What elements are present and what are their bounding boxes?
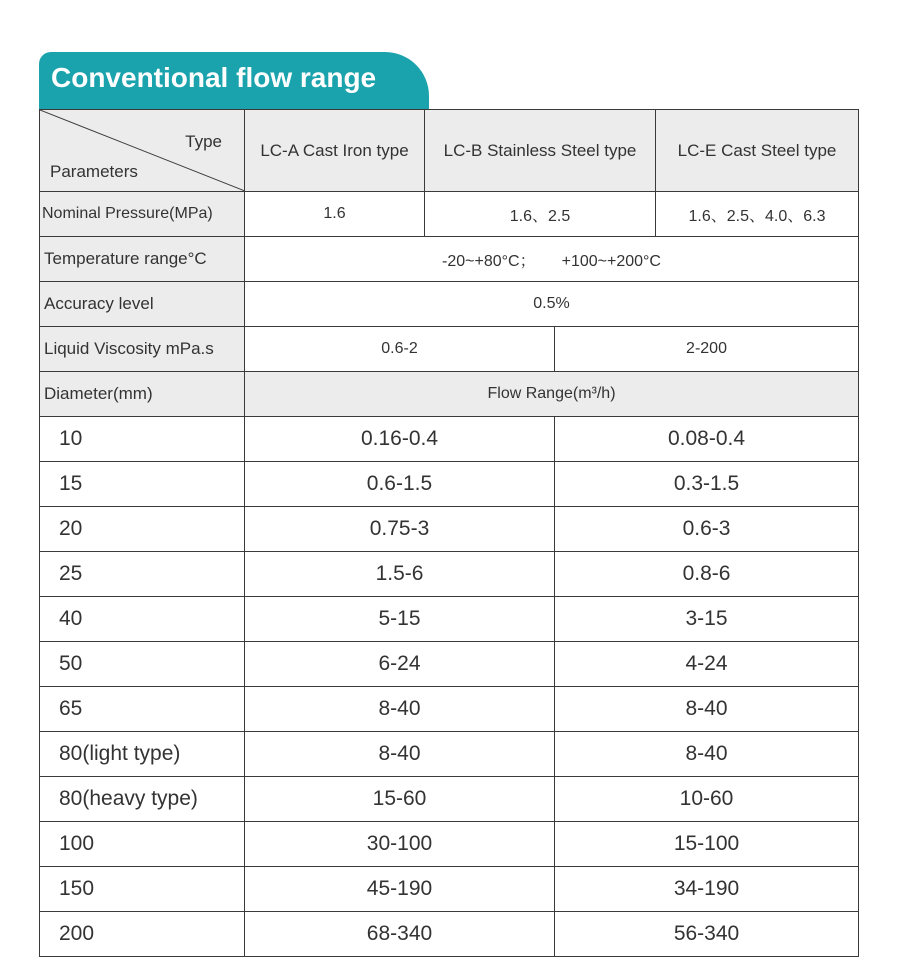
diameter-cell: 80(light type) bbox=[40, 732, 245, 777]
flow-range-low-viscosity-cell: 45-190 bbox=[245, 867, 555, 912]
viscosity-high: 2-200 bbox=[555, 327, 859, 372]
type-header-row bbox=[40, 110, 859, 192]
flow-rows bbox=[40, 417, 859, 957]
diameter-cell: 80(heavy type) bbox=[40, 777, 245, 822]
table-row bbox=[40, 687, 859, 732]
flow-range-high-viscosity-cell: 0.3-1.5 bbox=[555, 462, 859, 507]
flow-range-high-viscosity-cell: 0.08-0.4 bbox=[555, 417, 859, 462]
table-row bbox=[40, 777, 859, 822]
flow-range-low-viscosity-cell: 30-100 bbox=[245, 822, 555, 867]
flow-range-low-viscosity-cell: 0.75-3 bbox=[245, 507, 555, 552]
accuracy-value: 0.5% bbox=[245, 282, 859, 327]
parameters-label: Parameters bbox=[50, 162, 138, 181]
flow-range-header: Flow Range(m³/h) bbox=[245, 372, 859, 417]
temperature-row bbox=[40, 237, 859, 282]
table-row bbox=[40, 417, 859, 462]
diameter-header: Diameter(mm) bbox=[40, 372, 245, 417]
flow-range-high-viscosity-cell: 56-340 bbox=[555, 912, 859, 957]
accuracy-label: Accuracy level bbox=[40, 282, 245, 327]
nominal-pressure-lc-b: 1.6、2.5 bbox=[425, 192, 656, 237]
flow-header-row bbox=[40, 372, 859, 417]
type-label: Type bbox=[185, 132, 222, 151]
flow-range-high-viscosity-cell: 8-40 bbox=[555, 732, 859, 777]
flow-range-low-viscosity-cell: 8-40 bbox=[245, 687, 555, 732]
flow-range-low-viscosity-cell: 1.5-6 bbox=[245, 552, 555, 597]
flow-range-low-viscosity-cell: 5-15 bbox=[245, 597, 555, 642]
table-row bbox=[40, 867, 859, 912]
flow-range-high-viscosity-cell: 15-100 bbox=[555, 822, 859, 867]
diameter-cell: 10 bbox=[40, 417, 245, 462]
accuracy-row bbox=[40, 282, 859, 327]
flow-range-high-viscosity-cell: 8-40 bbox=[555, 687, 859, 732]
flow-range-low-viscosity-cell: 6-24 bbox=[245, 642, 555, 687]
temperature-high-range: +100~+200°C bbox=[561, 252, 661, 270]
nominal-pressure-lc-e: 1.6、2.5、4.0、6.3 bbox=[656, 192, 859, 237]
diameter-cell: 25 bbox=[40, 552, 245, 597]
nominal-pressure-label: Nominal Pressure(MPa) bbox=[40, 192, 245, 237]
table-row bbox=[40, 552, 859, 597]
table-row bbox=[40, 732, 859, 777]
diameter-cell: 150 bbox=[40, 867, 245, 912]
viscosity-row bbox=[40, 327, 859, 372]
temperature-label: Temperature range°C bbox=[40, 237, 245, 282]
diameter-cell: 40 bbox=[40, 597, 245, 642]
table-row bbox=[40, 822, 859, 867]
diameter-cell: 50 bbox=[40, 642, 245, 687]
flow-range-high-viscosity-cell: 0.8-6 bbox=[555, 552, 859, 597]
table-row bbox=[40, 462, 859, 507]
diameter-cell: 15 bbox=[40, 462, 245, 507]
flow-range-low-viscosity-cell: 68-340 bbox=[245, 912, 555, 957]
nominal-pressure-lc-a: 1.6 bbox=[245, 192, 425, 237]
table-row bbox=[40, 507, 859, 552]
flow-range-low-viscosity-cell: 0.6-1.5 bbox=[245, 462, 555, 507]
table-row bbox=[40, 597, 859, 642]
type-parameters-corner-cell bbox=[40, 110, 245, 192]
diameter-cell: 20 bbox=[40, 507, 245, 552]
page-title: Conventional flow range bbox=[51, 62, 377, 93]
flow-range-high-viscosity-cell: 4-24 bbox=[555, 642, 859, 687]
nominal-pressure-row bbox=[40, 192, 859, 237]
title-tab bbox=[39, 52, 429, 109]
viscosity-label: Liquid Viscosity mPa.s bbox=[40, 327, 245, 372]
type-header-lc-a: LC-A Cast Iron type bbox=[245, 110, 425, 192]
temperature-low-range: -20~+80°C； bbox=[442, 252, 536, 270]
flow-range-low-viscosity-cell: 8-40 bbox=[245, 732, 555, 777]
flow-range-high-viscosity-cell: 34-190 bbox=[555, 867, 859, 912]
flow-range-high-viscosity-cell: 3-15 bbox=[555, 597, 859, 642]
table-row bbox=[40, 642, 859, 687]
flow-range-high-viscosity-cell: 0.6-3 bbox=[555, 507, 859, 552]
table-row bbox=[40, 912, 859, 957]
flow-range-table bbox=[39, 109, 859, 957]
flow-range-high-viscosity-cell: 10-60 bbox=[555, 777, 859, 822]
diameter-cell: 65 bbox=[40, 687, 245, 732]
flow-range-low-viscosity-cell: 15-60 bbox=[245, 777, 555, 822]
diameter-cell: 200 bbox=[40, 912, 245, 957]
diameter-cell: 100 bbox=[40, 822, 245, 867]
viscosity-low: 0.6-2 bbox=[245, 327, 555, 372]
type-header-lc-b: LC-B Stainless Steel type bbox=[425, 110, 656, 192]
type-header-lc-e: LC-E Cast Steel type bbox=[656, 110, 859, 192]
flow-range-low-viscosity-cell: 0.16-0.4 bbox=[245, 417, 555, 462]
temperature-value bbox=[245, 237, 859, 282]
